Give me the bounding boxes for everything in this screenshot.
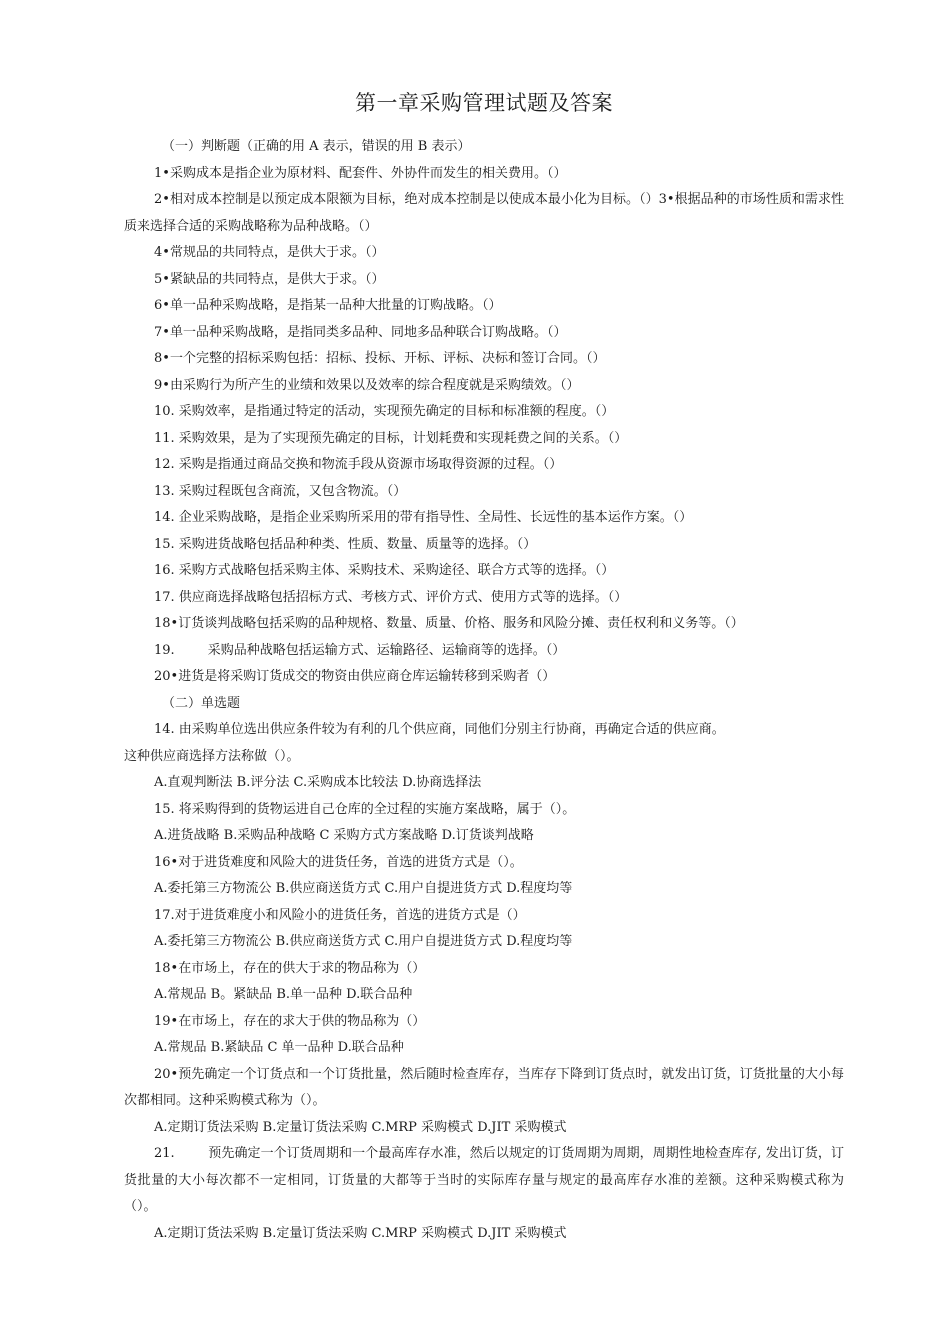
section-heading-judgment: （一）判断题（正确的用 A 表示，错误的用 B 表示） — [162, 139, 471, 154]
single-q21: 21. 预先确定一个订货周期和一个最高库存水准，然后以规定的订货周期为周期，周期性地检查库存, 发出订货，订货批量的大小每次都不一定相同，订货量的大都等于当时的实际库存量与规定的最高库存水准的差额。这种采购模式称为（）。 — [124, 1146, 844, 1214]
single-q14-options: A.直观判断法 B.评分法 C.采购成本比较法 D.协商选择法 — [154, 775, 482, 790]
judgment-item-9: 9•由采购行为所产生的业绩和效果以及效率的综合程度就是采购绩效。（） — [154, 377, 580, 393]
single-q17-options: A.委托第三方物流公 B.供应商送货方式 C.用户自提进货方式 D.程度均等 — [154, 934, 573, 949]
section-heading-single: （二）单选题 — [162, 695, 241, 711]
single-q14-cont: 这种供应商选择方法称做（）。 — [124, 748, 300, 764]
judgment-item-13: 13. 采购过程既包含商流，又包含物流。（） — [154, 483, 407, 499]
judgment-item-6: 6•单一品种采购战略，是指某一品种大批量的订购战略。（） — [154, 298, 502, 313]
judgment-item-14: 14. 企业采购战略，是指企业采购所采用的带有指导性、全局性、长远性的基本运作方案。（） — [154, 510, 693, 525]
judgment-item-7: 7•单一品种采购战略，是指同类多品种、同地多品种联合订购战略。（） — [154, 324, 567, 340]
judgment-item-10: 10. 采购效率，是指通过特定的活动，实现预先确定的目标和标准额的程度。（） — [154, 404, 615, 419]
judgment-item-8: 8•一个完整的招标采购包括：招标、投标、开标、评标、决标和签订合同。（） — [154, 351, 606, 366]
judgment-item-19: 19. 采购品种战略包括运输方式、运输路径、运输商等的选择。（） — [154, 642, 566, 658]
judgment-item-5: 5•紧缺品的共同特点，是供大于求。（） — [154, 271, 385, 287]
single-q20-options: A.定期订货法采购 B.定量订货法采购 C.MRP 采购模式 D.JIT 采购模式 — [154, 1119, 567, 1135]
single-q16-options: A.委托第三方物流公 B.供应商送货方式 C.用户自提进货方式 D.程度均等 — [154, 881, 573, 896]
single-q16: 16•对于进货难度和风险大的进货任务，首选的进货方式是（）。 — [154, 854, 523, 870]
document-body — [124, 134, 844, 1247]
judgment-item-2-3: 2•相对成本控制是以预定成本限额为目标，绝对成本控制是以使成本最小化为目标。（）3•根据品种的市场性质和需求性质来选择合适的采购战略称为品种战略。（） — [124, 192, 844, 234]
judgment-item-15: 15. 采购进货战略包括品种种类、性质、数量、质量等的选择。（） — [154, 536, 537, 552]
judgment-item-18: 18•订货谈判战略包括采购的品种规格、数量、质量、价格、服务和风险分摊、责任权利和义务等。（） — [154, 616, 744, 631]
judgment-item-16: 16. 采购方式战略包括采购主体、采购技术、采购途径、联合方式等的选择。（） — [154, 563, 615, 578]
single-q17: 17.对于进货难度小和风险小的进货任务，首选的进货方式是（） — [154, 907, 526, 923]
judgment-item-12: 12. 采购是指通过商品交换和物流手段从资源市场取得资源的过程。（） — [154, 457, 563, 472]
judgment-item-17: 17. 供应商选择战略包括招标方式、考核方式、评价方式、使用方式等的选择。（） — [154, 589, 628, 605]
single-q15: 15. 将采购得到的货物运进自己仓库的全过程的实施方案战略，属于（）。 — [154, 801, 576, 817]
judgment-item-1: 1•采购成本是指企业为原材料、配套件、外协件而发生的相关费用。（） — [154, 165, 567, 181]
page-title: 第一章采购管理试题及答案 — [355, 91, 613, 115]
single-q18-options: A.常规品 B。紧缺品 B.单一品种 D.联合品种 — [154, 987, 413, 1002]
single-q19-options: A.常规品 B.紧缺品 C 单一品种 D.联合品种 — [154, 1040, 404, 1055]
judgment-item-11: 11. 采购效果，是为了实现预先确定的目标，计划耗费和实现耗费之间的关系。（） — [154, 430, 628, 446]
judgment-item-20: 20•进货是将采购订货成交的物资由供应商仓库运输转移到采购者（） — [154, 669, 556, 684]
single-q20: 20•预先确定一个订货点和一个订货批量，然后随时检查库存，当库存下降到订货点时，就发出订货，订货批量的大小每次都相同。这种采购模式称为（）。 — [124, 1066, 844, 1108]
single-q15-options: A.进货战略 B.采购品种战略 C 采购方式方案战略 D.订货谈判战略 — [154, 828, 534, 843]
judgment-item-4: 4•常规品的共同特点，是供大于求。（） — [154, 245, 385, 260]
single-q18: 18•在市场上，存在的供大于求的物品称为（） — [154, 960, 426, 976]
single-q14: 14. 由采购单位选出供应条件较为有利的几个供应商，同他们分别主行协商，再确定合适的供应商。 — [154, 722, 725, 737]
single-q19: 19•在市场上，存在的求大于供的物品称为（） — [154, 1013, 426, 1029]
document-page — [124, 86, 844, 1247]
single-q21-options: A.定期订货法采购 B.定量订货法采购 C.MRP 采购模式 D.JIT 采购模式 — [154, 1225, 567, 1241]
